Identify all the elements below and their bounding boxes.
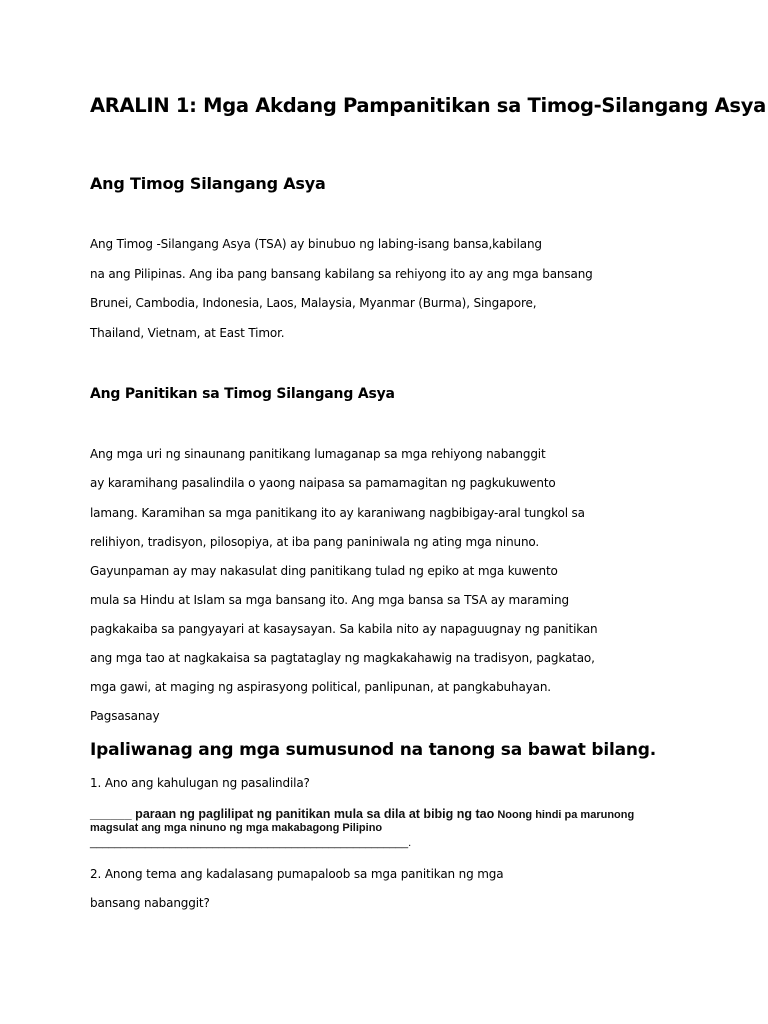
paragraph-line: Ang mga uri ng sinaunang panitikang lumaganap sa mga rehiyong nabanggit	[90, 447, 546, 461]
answer-1-line-2: magsulat ang mga ninuno ng mga makabagong Pilipino	[90, 822, 383, 834]
paragraph-line: Gayunpaman ay may nakasulat ding panitikang tulad ng epiko at mga kuwento	[90, 564, 558, 578]
exercise-label: Pagsasanay	[90, 709, 160, 723]
question-2-line-1: 2. Anong tema ang kadalasang pumapaloob sa mga panitikan ng mga	[90, 867, 504, 881]
answer-1-line-1	[90, 805, 634, 823]
question-1: 1. Ano ang kahulugan ng pasalindila?	[90, 776, 310, 790]
paragraph-line: Brunei, Cambodia, Indonesia, Laos, Malaysia, Myanmar (Burma), Singapore,	[90, 296, 537, 310]
paragraph-line: pagkakaiba sa pangyayari at kasaysayan. Sa kabila nito ay napaguugnay ng panitikan	[90, 622, 598, 636]
paragraph-line: lamang. Karamihan sa mga panitikang ito ay karaniwang nagbibigay-aral tungkol sa	[90, 506, 585, 520]
paragraph-line: ay karamihang pasalindila o yaong naipasa sa pamamagitan ng pagkukuwento	[90, 476, 556, 490]
answer-1-main: ______ paraan ng paglilipat ng panitikan mula sa dila at bibig ng tao	[90, 807, 495, 821]
answer-1-continuation: Noong hindi pa marunong	[494, 809, 635, 821]
section-heading-panitikan: Ang Panitikan sa Timog Silangang Asya	[90, 386, 395, 402]
paragraph-line: relihiyon, tradisyon, pilosopiya, at iba pang paniniwala ng ating mga ninuno.	[90, 535, 540, 549]
paragraph-line: mga gawi, at maging ng aspirasyong political, panlipunan, at pangkabuhayan.	[90, 680, 551, 694]
page-title: ARALIN 1: Mga Akdang Pampanitikan sa Timog-Silangang Asya	[90, 94, 766, 117]
section-heading-timog-silangang-asya: Ang Timog Silangang Asya	[90, 174, 326, 193]
paragraph-line: ang mga tao at nagkakaisa sa pagtataglay ng magkakahawig na tradisyon, pagkatao,	[90, 651, 595, 665]
paragraph-line: mula sa Hindu at Islam sa mga bansang ito. Ang mga bansa sa TSA ay maraming	[90, 593, 569, 607]
paragraph-line: Ang Timog -Silangang Asya (TSA) ay binubuo ng labing-isang bansa,kabilang	[90, 237, 542, 251]
question-2-line-2: bansang nabanggit?	[90, 896, 210, 910]
paragraph-line: na ang Pilipinas. Ang iba pang bansang kabilang sa rehiyong ito ay ang mga bansang	[90, 267, 593, 281]
paragraph-line: Thailand, Vietnam, at East Timor.	[90, 326, 285, 340]
answer-1-underline: ____________________________________________________.	[90, 837, 412, 849]
exercise-instruction: Ipaliwanag ang mga sumusunod na tanong sa bawat bilang.	[90, 740, 656, 760]
